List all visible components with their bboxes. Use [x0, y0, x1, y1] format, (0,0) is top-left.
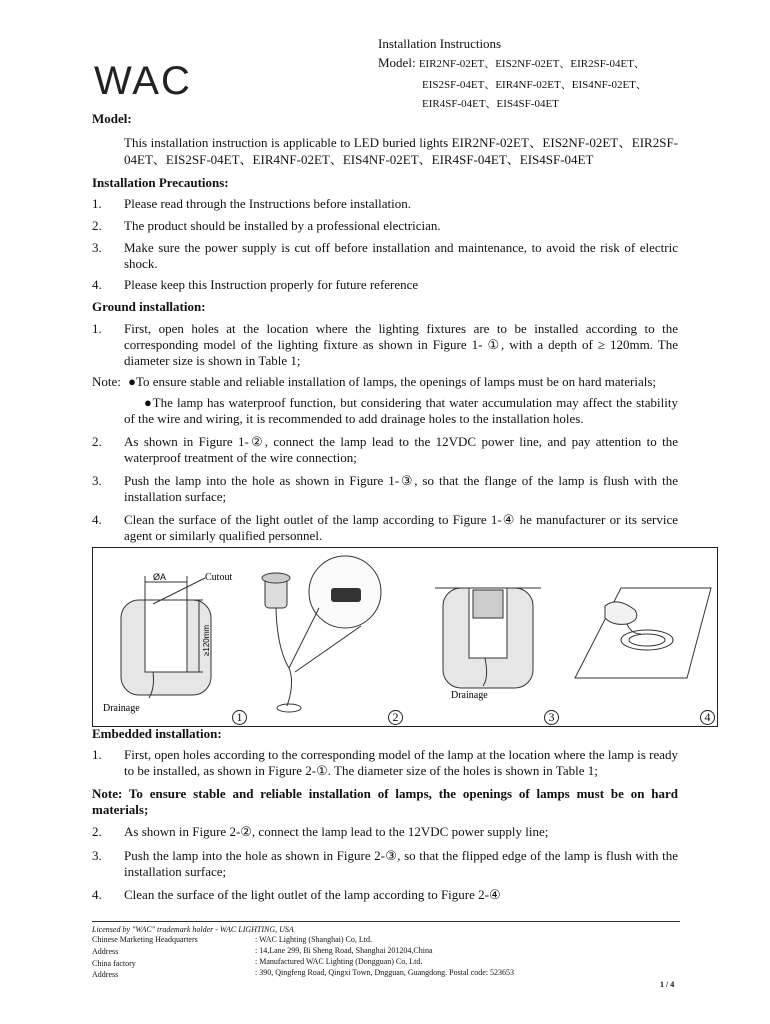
footer-label-1: Chinese Marketing Headquarters [92, 935, 198, 944]
list-number: 1. [92, 321, 102, 336]
footer-licensed: Licensed by "WAC" trademark holder - WAC LIGHTING, USA [92, 925, 294, 934]
list-number: 4. [92, 277, 102, 292]
embedded-item-4 [92, 887, 678, 903]
header-model-label: Model: [378, 55, 416, 70]
figure-number-1: 1 [232, 710, 247, 725]
list-number: 3. [92, 240, 102, 255]
header-model-line1: EIR2NF-02ET、EIS2NF-02ET、EIR2SF-04ET、 [418, 58, 645, 70]
list-number: 2. [92, 434, 102, 449]
precaution-item-1 [92, 196, 678, 212]
embedded-note: Note: To ensure stable and reliable installation of lamps, the openings of lamps must be on hard materials; [92, 786, 678, 817]
list-text: Make sure the power supply is cut off before installation and maintenance, to avoid the risk of electric shock. [124, 240, 678, 271]
header-model-line2: EIS2SF-04ET、EIR4NF-02ET、EIS4NF-02ET、 [422, 79, 647, 91]
list-number: 3. [92, 848, 102, 863]
list-text: Clean the surface of the light outlet of the lamp according to Figure 2-④ [124, 887, 501, 902]
ground-item-1 [92, 321, 678, 369]
dimension-depth: ≥120mm [202, 624, 211, 656]
model-heading: Model: [92, 111, 132, 126]
figure-panel-cutout [93, 548, 249, 726]
list-text: Please keep this Instruction properly for future reference [124, 277, 419, 292]
precaution-item-4 [92, 277, 678, 293]
list-text: As shown in Figure 1-②, connect the lamp lead to the 12VDC power line, and pay attention to the waterproof treatment of the wire connection; [124, 434, 678, 465]
footer-value-1: : WAC Lighting (Shanghai) Co, Ltd. [255, 935, 372, 944]
precautions-heading: Installation Precautions: [92, 175, 229, 190]
note-label: Note: [92, 374, 121, 389]
footer-value-3: : Manufactured WAC Lighting (Dongguan) Co, Ltd. [255, 957, 423, 966]
list-text: Please read through the Instructions before installation. [124, 196, 412, 211]
ground-item-4 [92, 512, 678, 544]
list-text: As shown in Figure 2-②, connect the lamp lead to the 12VDC power supply line; [124, 824, 549, 839]
embedded-heading: Embedded installation: [92, 726, 222, 741]
footer-value-4: : 390, Qingfeng Road, Qingxi Town, Dngguan, Guangdong. Postal code: 523653 [255, 968, 515, 977]
precaution-item-3 [92, 240, 678, 272]
list-number: 1. [92, 747, 102, 762]
figure-number-2: 2 [388, 710, 403, 725]
embedded-item-3 [92, 848, 678, 880]
footer-label-4: Address [92, 970, 119, 979]
drainage-label-3: Drainage [451, 690, 488, 701]
note-text: ●To ensure stable and reliable installation of lamps, the openings of lamps must be on hard materials; [128, 374, 657, 389]
list-number: 4. [92, 887, 102, 902]
list-text: First, open holes at the location where the lighting fixtures are to be installed according to the corresponding model of the lighting fixture as shown in Figure 1- ①, with a depth of ≥ 120mm. The diameter size is shown in Table 1; [124, 321, 678, 368]
dimension-diameter: ØA [153, 572, 167, 582]
ground-item-2 [92, 434, 678, 466]
list-number: 3. [92, 473, 102, 488]
model-text: This installation instruction is applicable to LED buried lights EIR2NF-02ET、EIS2NF-02ET、EIR2SF-04ET、EIS2SF-04ET、EIR4NF-02ET、EIS4NF-02ET、EIR4SF-04ET、EIS4SF-04ET [124, 135, 678, 167]
embedded-item-2 [92, 824, 678, 840]
footer-value-2: : 14,Lane 299, Bi Sheng Road, Shanghai 201204,China [255, 946, 433, 955]
ground-note-2: ●The lamp has waterproof function, but considering that water accumulation may affect the stability of the wire and wiring, it is recommended to add drainage holes to the installation holes. [124, 395, 678, 426]
cutout-label: Cutout [205, 572, 233, 583]
list-text: Clean the surface of the light outlet of the lamp according to Figure 1-④ he manufacturer or its service agent or similarly qualified personnel. [124, 512, 678, 543]
svg-text:WAC: WAC [94, 62, 192, 98]
figure-panel-clean [561, 548, 717, 726]
list-number: 4. [92, 512, 102, 527]
embedded-item-1 [92, 747, 678, 779]
figure-panel-wiring [249, 548, 405, 726]
ground-note-1 [92, 374, 680, 390]
ground-item-3 [92, 473, 678, 505]
precaution-item-2 [92, 218, 678, 234]
figure-number-3: 3 [544, 710, 559, 725]
footer-divider [92, 921, 680, 922]
list-text: Push the lamp into the hole as shown in Figure 2-③, so that the flipped edge of the lamp is flush with the installation surface; [124, 848, 678, 879]
ground-heading: Ground installation: [92, 299, 206, 314]
figure-panel-insert [405, 548, 561, 726]
header-model [378, 53, 645, 74]
list-text: First, open holes according to the corresponding model of the lamp at the location where the lamp is ready to be installed, as shown in Figure 2-①. The diameter size of the holes is shown in Table 1; [124, 747, 678, 778]
list-text: Push the lamp into the hole as shown in Figure 1-③, so that the flange of the lamp is flush with the installation surface; [124, 473, 678, 504]
figure-1 [92, 547, 718, 727]
list-number: 2. [92, 218, 102, 233]
footer-label-2: Address [92, 947, 119, 956]
wac-logo [94, 62, 254, 98]
drainage-label-1: Drainage [103, 703, 140, 714]
header-model-line3: EIR4SF-04ET、EIS4SF-04ET [422, 98, 559, 110]
list-number: 1. [92, 196, 102, 211]
doc-title: Installation Instructions [378, 36, 502, 51]
list-number: 2. [92, 824, 102, 839]
figure-number-4: 4 [700, 710, 715, 725]
page-number: 1 / 4 [660, 980, 675, 989]
footer-label-3: China factory [92, 959, 136, 968]
list-text: The product should be installed by a professional electrician. [124, 218, 441, 233]
